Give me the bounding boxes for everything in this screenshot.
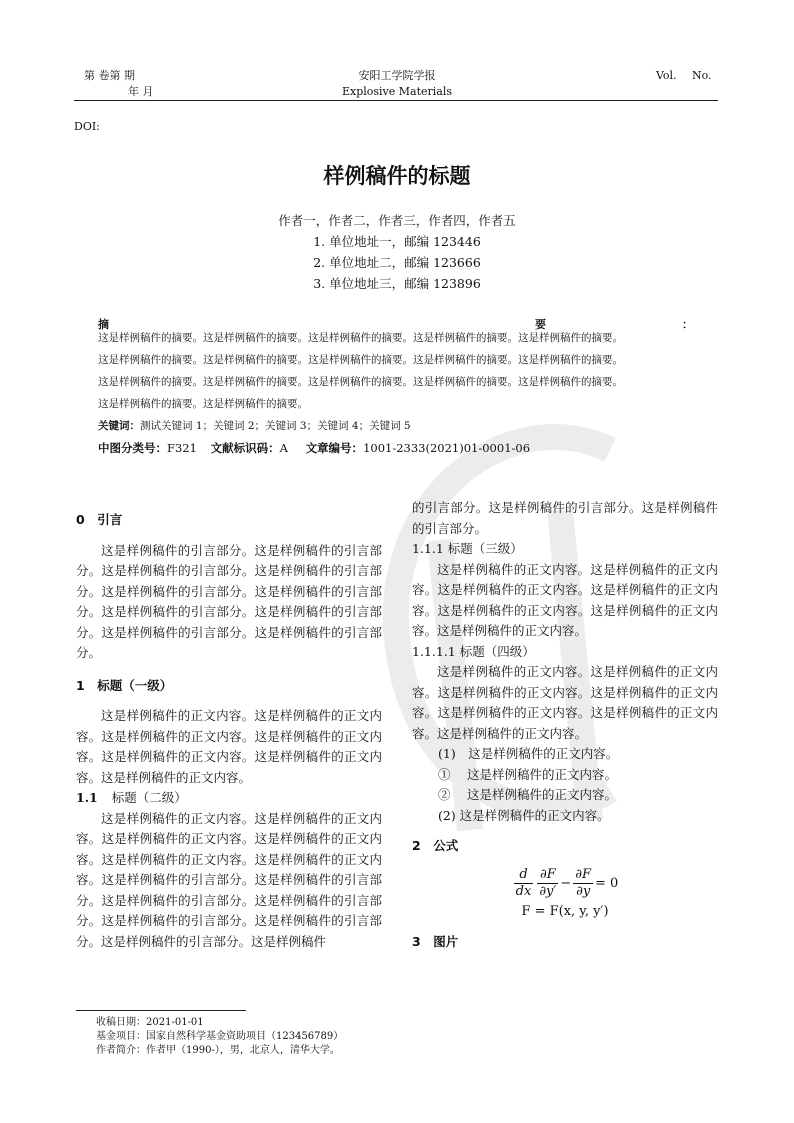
doc-code-label: 文献标识码： bbox=[210, 441, 280, 455]
affiliation-2: 2. 单位地址二，邮编 123666 bbox=[313, 255, 481, 270]
header-date: 年 月 bbox=[128, 85, 154, 98]
header-issue: 第 卷第 期 bbox=[84, 69, 135, 82]
section-1-1-number: 1.1 bbox=[76, 790, 98, 805]
list-item: ① 这是样例稿件的正文内容。 bbox=[438, 766, 617, 782]
section-1-1-paragraph: 这是样例稿件的正文内容。这是样例稿件的正文内容。这是样例稿件的正文内容。这是样例稿件的正文内容。这是样例稿件的正文内容。这是样例稿件的正文内容。这是样例稿件的引言部分。这是样例稿件的引言部分。这是样例稿件的引言部分。这是样例稿件的引言部分。这是样例稿件的引言部分。这是样例稿件的引言部分。这是样例稿件的引言部分。这是样例稿件 bbox=[76, 810, 382, 949]
keywords bbox=[98, 416, 698, 437]
list-item: (2) 这是样例稿件的正文内容。 bbox=[438, 807, 610, 823]
abstract-line-4: 这是样例稿件的摘要。这是样例稿件的摘要。 bbox=[98, 398, 308, 410]
authors: 作者一，作者二，作者三，作者四，作者五 bbox=[278, 213, 516, 228]
header-no: No. bbox=[692, 69, 712, 82]
article-no-value: 1001-2333(2021)01-0001-06 bbox=[363, 441, 531, 455]
left-column bbox=[76, 510, 382, 952]
affiliation-1: 1. 单位地址一，邮编 123446 bbox=[313, 234, 481, 249]
keywords-text: 测试关键词 1；关键词 2；关键词 3；关键词 4；关键词 5 bbox=[140, 420, 411, 432]
abstract-label-char-3: ： bbox=[682, 318, 693, 331]
abstract-line-2: 这是样例稿件的摘要。这是样例稿件的摘要。这是样例稿件的摘要。这是样例稿件的摘要。这是样例稿件的摘要。 bbox=[98, 354, 623, 366]
abstract-label-char-1: 摘 bbox=[98, 318, 109, 331]
section-1-1-1-1-heading: 1.1.1.1 标题（四级） bbox=[412, 643, 535, 659]
affiliation-3: 3. 单位地址三，邮编 123896 bbox=[313, 276, 481, 291]
section-1-heading: 1 标题（一级） bbox=[76, 677, 173, 693]
section-0-heading: 0 引言 bbox=[76, 512, 123, 527]
right-column bbox=[412, 498, 718, 953]
section-1-1-heading bbox=[76, 788, 382, 809]
section-1-1-1-paragraph: 这是样例稿件的正文内容。这是样例稿件的正文内容。这是样例稿件的正文内容。这是样例稿件的正文内容。这是样例稿件的正文内容。这是样例稿件的正文内容。这是样例稿件的正文内容。 bbox=[412, 561, 718, 638]
abstract-label-char-2: 要 bbox=[535, 318, 546, 331]
eq1-frac-d: $\frac{d}{dx}$ bbox=[515, 866, 532, 899]
eq1-minus: − bbox=[560, 875, 572, 891]
abstract-line-3: 这是样例稿件的摘要。这是样例稿件的摘要。这是样例稿件的摘要。这是样例稿件的摘要。这是样例稿件的摘要。 bbox=[98, 376, 623, 388]
header-rule bbox=[74, 100, 718, 101]
header-vol: Vol. bbox=[656, 69, 677, 82]
list-item: ② 这是样例稿件的正文内容。 bbox=[438, 787, 617, 802]
section-1-paragraph: 这是样例稿件的正文内容。这是样例稿件的正文内容。这是样例稿件的正文内容。这是样例稿件的正文内容。这是样例稿件的正文内容。这是样例稿件的正文内容。这是样例稿件的正文内容。 bbox=[76, 708, 382, 785]
section-3-heading: 3 图片 bbox=[412, 934, 459, 949]
eq1-frac-dfdyp: $\frac{\partial F}{\partial y'}$ bbox=[539, 866, 557, 899]
footnote-rule bbox=[76, 1010, 246, 1011]
doi-label: DOI: bbox=[74, 120, 100, 133]
intro-paragraph: 这是样例稿件的引言部分。这是样例稿件的引言部分。这是样例稿件的引言部分。这是样例稿件的引言部分。这是样例稿件的引言部分。这是样例稿件的引言部分。这是样例稿件的引言部分。这是样例稿件的引言部分。这是样例稿件的引言部分。这是样例稿件的引言部分。 bbox=[76, 542, 382, 660]
clc-label: 中图分类号： bbox=[98, 441, 167, 455]
abstract-line-1: 这是样例稿件的摘要。这是样例稿件的摘要。这是样例稿件的摘要。这是样例稿件的摘要。这是样例稿件的摘要。 bbox=[98, 332, 623, 344]
header-journal-cn: 安阳工学院学报 bbox=[358, 69, 436, 82]
article-no-label: 文章编号： bbox=[305, 441, 364, 455]
footnote-received: 收稿日期：2021-01-01 bbox=[96, 1017, 204, 1028]
equation-2: F = F(x, y, y′) bbox=[521, 903, 609, 919]
eq1-rhs: = 0 bbox=[595, 875, 619, 891]
section-1-1-title: 标题（二级） bbox=[111, 790, 187, 805]
footnote-funding: 基金项目：国家自然科学基金资助项目（123456789） bbox=[96, 1031, 344, 1042]
eq1-frac-dfdy: $\frac{\partial F}{\partial y}$ bbox=[575, 866, 592, 899]
section-2-heading: 2 公式 bbox=[412, 838, 459, 853]
equation-1 bbox=[412, 867, 718, 900]
classification bbox=[98, 438, 698, 459]
doc-code-value: A bbox=[279, 441, 288, 455]
section-1-1-1-1-paragraph: 这是样例稿件的正文内容。这是样例稿件的正文内容。这是样例稿件的正文内容。这是样例稿件的正文内容。这是样例稿件的正文内容。这是样例稿件的正文内容。这是样例稿件的正文内容。 bbox=[412, 664, 718, 741]
list-item: (1) 这是样例稿件的正文内容。 bbox=[438, 746, 619, 761]
keywords-label: 关键词： bbox=[98, 420, 140, 432]
footnote-author-bio: 作者简介：作者甲（1990-），男，北京人，清华大学。 bbox=[96, 1045, 340, 1056]
clc-value: F321 bbox=[167, 441, 197, 455]
header-journal-en: Explosive Materials bbox=[341, 85, 453, 98]
paper-title: 样例稿件的标题 bbox=[323, 164, 471, 188]
section-1-1-1-heading: 1.1.1 标题（三级） bbox=[412, 541, 523, 556]
continued-text: 的引言部分。这是样例稿件的引言部分。这是样例稿件的引言部分。 bbox=[412, 500, 718, 536]
